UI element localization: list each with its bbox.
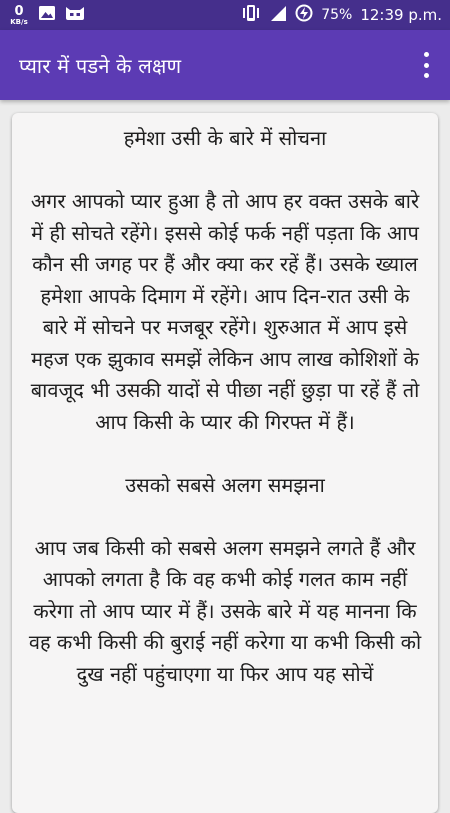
net-speed-indicator [8, 5, 30, 26]
signal-icon [269, 5, 287, 26]
article-heading: उसको सबसे अलग समझना [125, 472, 325, 497]
article-heading: हमेशा उसी के बारे में सोचना [123, 126, 327, 150]
net-speed-value: 0 [14, 3, 24, 19]
vibrate-icon [241, 4, 261, 26]
page-title: प्यार में पडने के लक्षण [19, 53, 182, 78]
more-vert-icon[interactable] [414, 52, 438, 78]
data-saver-icon [295, 4, 313, 26]
article-paragraph: अगर आपको प्यार हुआ है तो आप हर वक्त उसके बारे में ही सोचते रहेंगे। इससे कोई फर्क नहीं पड़ता कि आप कौन सी जगह पर हैं और क्या कर रहें हैं। उसके ख्याल हमेशा आपके दिमाग में रहेंगे। आप दिन-रात उसी के बारे में सोचने पर मजबूर रहेंगे। शुरुआत में आप इसे महज एक झुकाव समझें लेकिन आप लाख कोशिशों के बावजूद भी उसकी यादों से पीछा नहीं छुड़ा पा रहें हैं तो आप किसी के प्यार की गिरफ्त में हैं। [30, 189, 420, 434]
clock-time: 12:39 p.m. [360, 6, 442, 24]
battery-percent: 75% [321, 7, 353, 23]
net-speed-unit: KB/s [10, 17, 28, 26]
article-content[interactable] [26, 123, 424, 690]
article-card [12, 113, 438, 813]
app-bar [0, 30, 450, 100]
image-icon [38, 5, 56, 25]
status-bar [0, 0, 450, 30]
article-paragraph: आप जब किसी को सबसे अलग समझने लगते हैं और आपको लगता है कि वह कभी कोई गलत काम नहीं करेगा तो आप प्यार में हैं। उसके बारे में यह मानना कि वह कभी किसी की बुराई नहीं करेगा या कभी किसी को दुख नहीं पहुंचाएगा या फिर आप यह सोचें [28, 535, 422, 686]
cat-face-icon [64, 5, 86, 25]
